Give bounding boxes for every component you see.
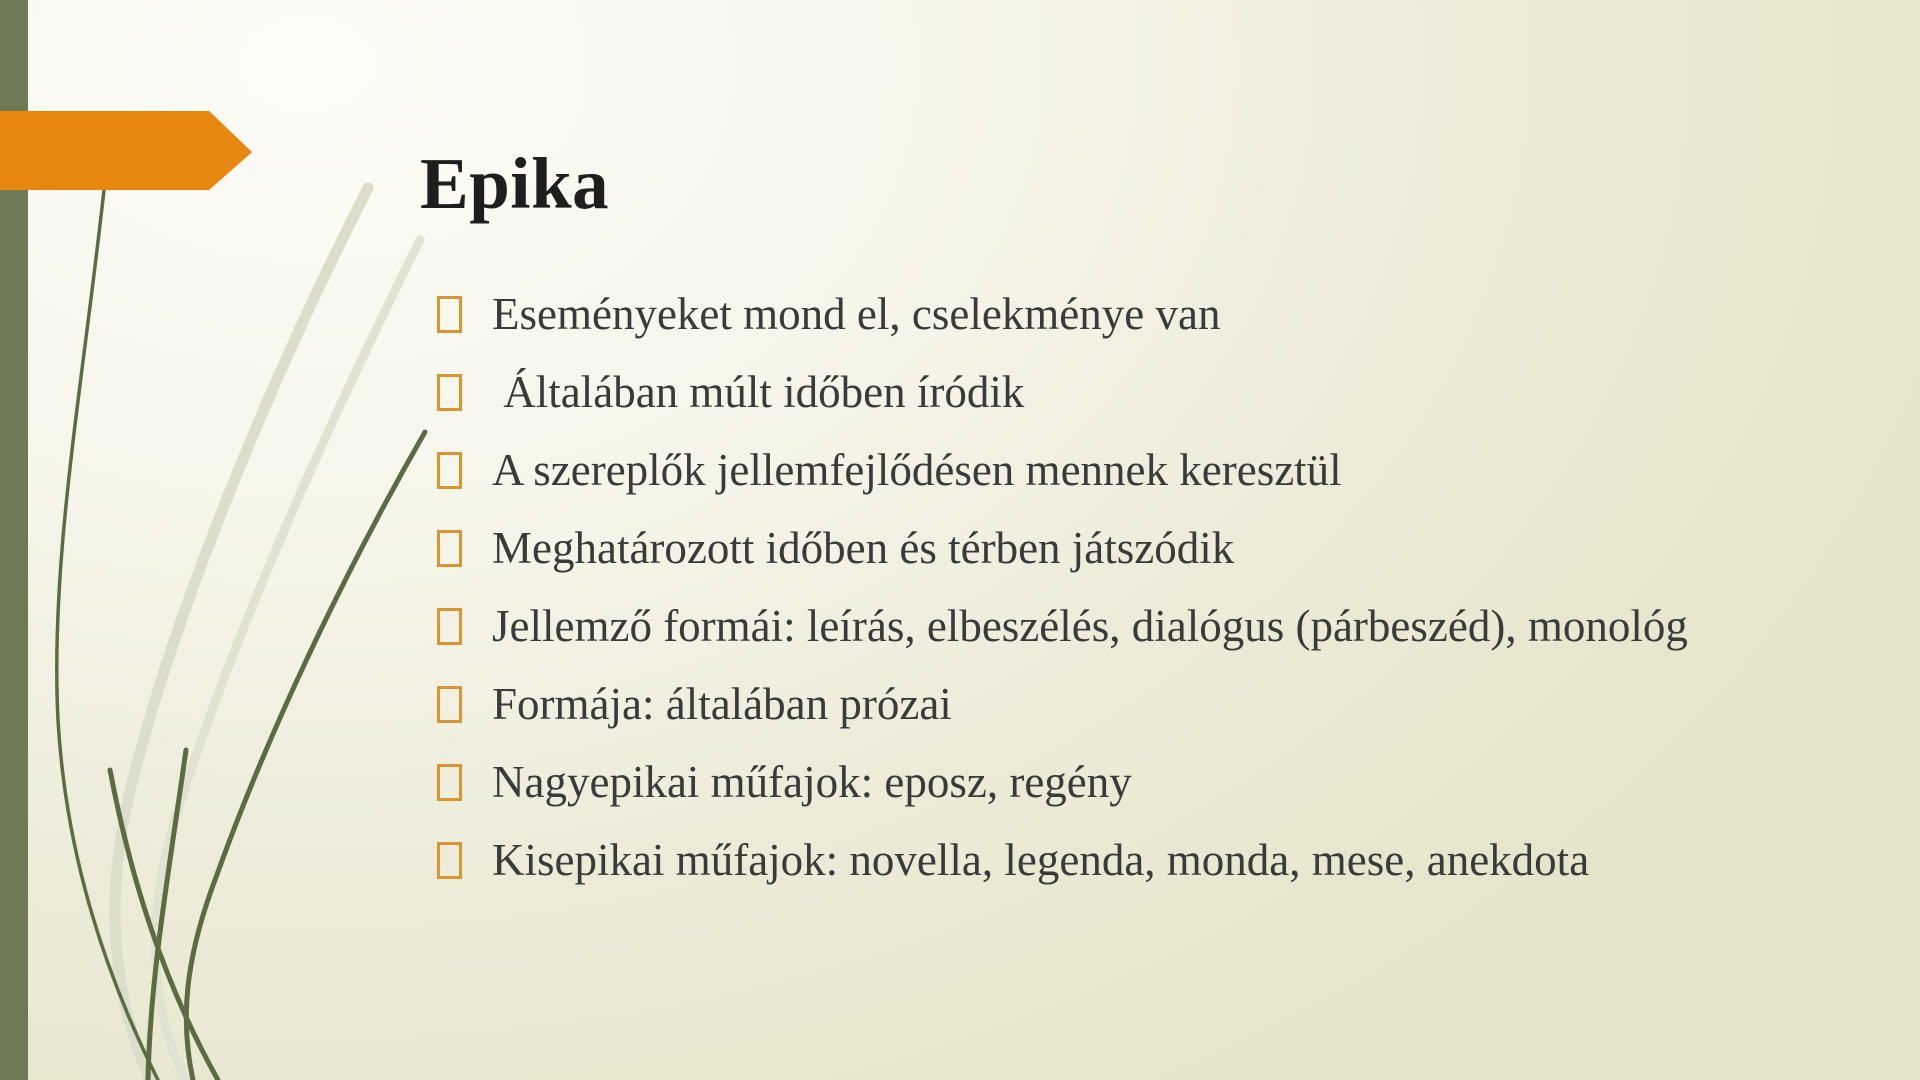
- bullet-text: Eseményeket mond el, cselekménye van: [492, 288, 1221, 339]
- slide-title: Epika: [420, 142, 610, 224]
- bullet-text: A szereplők jellemfejlődésen mennek keresztül: [492, 444, 1342, 495]
- bullet-item: [437, 353, 1688, 431]
- empty-checkbox-bullet-icon: [437, 764, 462, 801]
- bullet-item: [437, 275, 1688, 353]
- empty-checkbox-bullet-icon: [437, 296, 462, 333]
- bullet-text: Formája: általában prózai: [492, 678, 952, 729]
- bullet-item: [437, 743, 1688, 821]
- bullet-item: [437, 665, 1688, 743]
- empty-checkbox-bullet-icon: [437, 842, 462, 879]
- empty-checkbox-bullet-icon: [437, 374, 462, 411]
- empty-checkbox-bullet-icon: [437, 608, 462, 645]
- bullet-item: [437, 587, 1688, 665]
- bullet-item: [437, 431, 1688, 509]
- empty-checkbox-bullet-icon: [437, 686, 462, 723]
- bullet-list: [437, 275, 1688, 899]
- bullet-item: [437, 509, 1688, 587]
- bullet-item: [437, 821, 1688, 899]
- bullet-text: Kisepikai műfajok: novella, legenda, monda, mese, anekdota: [492, 834, 1590, 885]
- empty-checkbox-bullet-icon: [437, 530, 462, 567]
- bullet-text: Jellemző formái: leírás, elbeszélés, dialógus (párbeszéd), monológ: [492, 600, 1688, 651]
- bullet-text: Nagyepikai műfajok: eposz, regény: [492, 756, 1132, 807]
- bullet-text: Általában múlt időben íródik: [492, 366, 1025, 417]
- title-arrow-banner-icon: [0, 111, 252, 190]
- bullet-text: Meghatározott időben és térben játszódik: [492, 522, 1235, 573]
- empty-checkbox-bullet-icon: [437, 452, 462, 489]
